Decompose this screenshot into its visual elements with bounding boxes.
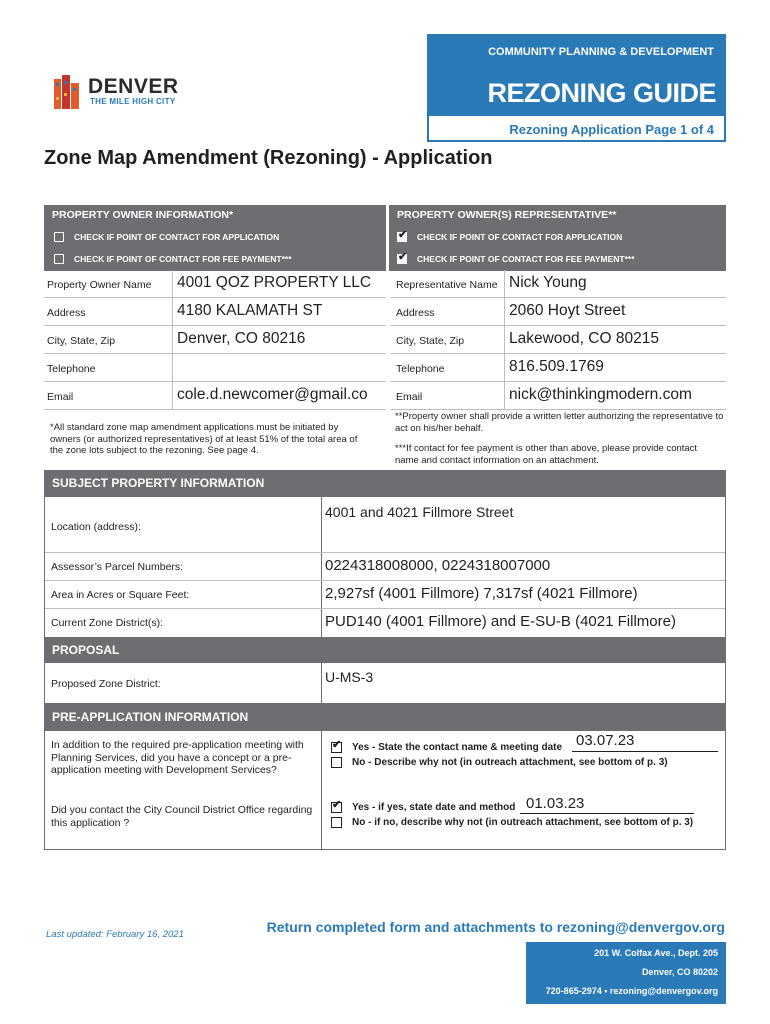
q1-no-option [331, 757, 668, 768]
field-divider [172, 382, 173, 409]
proposal-section-header [44, 638, 726, 662]
logo-name: DENVER [88, 75, 179, 98]
q2-yes-checkbox[interactable] [331, 799, 342, 813]
field-label: Address [396, 307, 435, 319]
field-divider [172, 354, 173, 381]
field-divider [504, 354, 505, 381]
field-divider [504, 326, 505, 353]
proposed-zone-label: Proposed Zone District: [51, 678, 161, 690]
owner-contact-check-row [54, 232, 279, 242]
owner-address-row [44, 298, 386, 326]
denver-logo [52, 73, 202, 113]
rep-email-row [391, 382, 726, 410]
department-name: COMMUNITY PLANNING & DEVELOPMENT [488, 46, 714, 58]
subject-section-box [44, 496, 726, 638]
page-title: Zone Map Amendment (Rezoning) - Application [44, 147, 493, 169]
page-label: Rezoning Application Page 1 of 4 [509, 122, 714, 137]
subject-section-header [44, 470, 726, 496]
footer-address-line1: 201 W. Colfax Ave., Dept. 205 [594, 948, 718, 958]
rep-fee-check-row [397, 251, 635, 264]
parcel-value[interactable]: 0224318008000, 0224318007000 [325, 557, 551, 574]
owner-fee-check-label: CHECK IF POINT OF CONTACT FOR FEE PAYMENT*** [74, 254, 292, 264]
rep-note-authorization: **Property owner shall provide a written letter authorizing the representative to act on his/her behalf. [395, 411, 724, 434]
q1-date-underline [572, 751, 718, 752]
logo-tagline: THE MILE HIGH CITY [90, 97, 176, 106]
owner-email-row [44, 382, 386, 410]
owner-section-header [44, 205, 386, 271]
q2-no-option [331, 817, 693, 828]
row-separator [45, 608, 725, 609]
zone-value[interactable]: PUD140 (4001 Fillmore) and E-SU-B (4021 Fillmore) [325, 613, 676, 630]
field-label: Property Owner Name [47, 279, 152, 291]
rep-city-value[interactable]: Lakewood, CO 80215 [509, 330, 659, 347]
guide-title: REZONING GUIDE [487, 78, 716, 108]
q1-date-value[interactable]: 03.07.23 [576, 732, 635, 749]
preapp-section-header [44, 704, 726, 730]
rep-contact-check-row [397, 229, 623, 242]
proposal-section-box [44, 662, 726, 704]
q1-yes-label: Yes - State the contact name & meeting date [352, 742, 563, 753]
q2-no-checkbox[interactable] [331, 817, 342, 828]
rep-name-row [391, 270, 726, 298]
owner-fee-check-row [54, 254, 292, 264]
owner-section-title: PROPERTY OWNER INFORMATION* [52, 209, 234, 221]
proposal-divider [321, 663, 322, 703]
zone-label: Current Zone District(s): [51, 617, 164, 629]
parcel-label: Assessor’s Parcel Numbers: [51, 561, 184, 573]
q2-date-underline [520, 813, 694, 814]
denver-logo-mark-icon [52, 73, 82, 111]
rep-city-row [391, 326, 726, 354]
field-divider [172, 270, 173, 297]
owner-name-row [44, 270, 386, 298]
checkmark-icon: ✔ [332, 739, 342, 751]
footer-contact-box [526, 942, 726, 1004]
rep-fee-checkbox[interactable] [397, 251, 408, 264]
preapp-divider [321, 731, 322, 849]
area-value[interactable]: 2,927sf (4001 Fillmore) 7,317sf (4021 Fillmore) [325, 585, 638, 602]
header-blue-band [429, 36, 724, 116]
row-separator [45, 552, 725, 553]
rep-note-fee-contact: ***If contact for fee payment is other than above, please provide contact name and contact information on an attachment. [395, 443, 698, 466]
field-label: Telephone [396, 363, 445, 375]
owner-email-value[interactable]: cole.d.newcomer@gmail.co [177, 386, 368, 403]
preapp-question-1: In addition to the required pre-application meeting with Planning Services, did you have a concept or a pre-application meeting with Development Services? [51, 739, 304, 776]
preapp-section-title: PRE-APPLICATION INFORMATION [52, 710, 249, 724]
checkmark-icon: ✔ [398, 229, 408, 241]
field-divider [172, 298, 173, 325]
q2-yes-label: Yes - if yes, state date and method [352, 802, 516, 813]
owner-name-value[interactable]: 4001 QOZ PROPERTY LLC [177, 274, 372, 291]
field-divider [504, 382, 505, 409]
field-label: Address [47, 307, 86, 319]
footer-address-line2: Denver, CO 80202 [641, 967, 718, 977]
owner-city-value[interactable]: Denver, CO 80216 [177, 330, 306, 347]
proposed-zone-value[interactable]: U-MS-3 [325, 669, 374, 685]
q1-no-checkbox[interactable] [331, 757, 342, 768]
location-label: Location (address): [51, 521, 141, 533]
owner-contact-checkbox[interactable] [54, 232, 64, 242]
preapp-question-2: Did you contact the City Council District Office regarding this application ? [51, 804, 313, 829]
rep-address-row [391, 298, 726, 326]
owner-contact-check-label: CHECK IF POINT OF CONTACT FOR APPLICATION [74, 232, 280, 242]
field-label: City, State, Zip [47, 335, 116, 347]
owner-city-row [44, 326, 386, 354]
q1-yes-option [331, 739, 563, 753]
rep-section-title: PROPERTY OWNER(S) REPRESENTATIVE** [397, 209, 617, 221]
field-label: Email [47, 391, 74, 403]
proposal-section-title: PROPOSAL [52, 643, 120, 657]
q1-no-label: No - Describe why not (in outreach attachment, see bottom of p. 3) [352, 757, 668, 768]
rep-telephone-value[interactable]: 816.509.1769 [509, 358, 604, 375]
q2-date-value[interactable]: 01.03.23 [526, 795, 585, 812]
field-label: City, State, Zip [396, 335, 465, 347]
rep-contact-checkbox[interactable] [397, 229, 408, 242]
rep-section-header [389, 205, 726, 271]
return-instructions: Return completed form and attachments to rezoning@denvergov.org [266, 919, 725, 935]
field-divider [172, 326, 173, 353]
subject-divider [321, 497, 322, 637]
field-divider [504, 298, 505, 325]
owner-telephone-row [44, 354, 386, 382]
q2-no-label: No - if no, describe why not (in outreach attachment, see bottom of p. 3) [352, 817, 694, 828]
location-value[interactable]: 4001 and 4021 Fillmore Street [325, 504, 514, 520]
row-separator [45, 580, 725, 581]
field-label: Telephone [47, 363, 96, 375]
rep-address-value[interactable]: 2060 Hoyt Street [509, 302, 626, 319]
rep-contact-check-label: CHECK IF POINT OF CONTACT FOR APPLICATION [417, 232, 623, 242]
field-label: Representative Name [396, 279, 498, 291]
owner-address-value[interactable]: 4180 KALAMATH ST [177, 302, 323, 319]
last-updated: Last updated: February 16, 2021 [46, 929, 184, 940]
rep-name-value[interactable]: Nick Young [509, 274, 587, 291]
rezoning-guide-header [427, 34, 726, 142]
rep-fee-check-label: CHECK IF POINT OF CONTACT FOR FEE PAYMENT*** [417, 254, 635, 264]
q2-yes-option [331, 799, 516, 813]
owner-fee-checkbox[interactable] [54, 254, 64, 264]
footer-contact-line: 720-865-2974 • rezoning@denvergov.org [545, 986, 718, 996]
owner-note: *All standard zone map amendment applications must be initiated by owners (or authorized representatives) of at least 51% of the total area of the zone lots subject to the rezoning. See page 4. [50, 422, 358, 456]
subject-section-title: SUBJECT PROPERTY INFORMATION [52, 476, 265, 490]
checkmark-icon: ✔ [398, 251, 408, 263]
field-label: Email [396, 391, 423, 403]
q1-yes-checkbox[interactable] [331, 739, 342, 753]
rep-telephone-row [391, 354, 726, 382]
area-label: Area in Acres or Square Feet: [51, 589, 190, 601]
checkmark-icon: ✔ [332, 799, 342, 811]
rep-email-value[interactable]: nick@thinkingmodern.com [509, 386, 692, 403]
field-divider [504, 270, 505, 297]
